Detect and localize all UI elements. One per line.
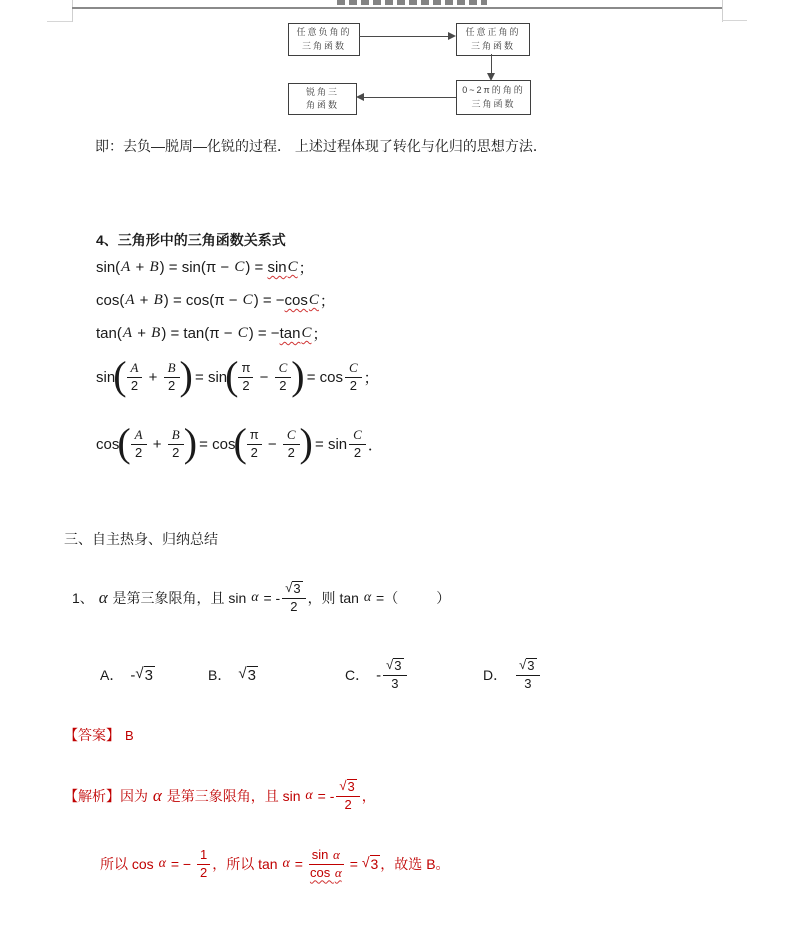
flow-arrow-line-down xyxy=(491,54,492,75)
header-divider-rule xyxy=(72,7,722,9)
flow-box-text: 锐角三 xyxy=(305,86,339,97)
identity-sin: sin( A + B ) = sin(π − C ) = sin C ； xyxy=(96,259,314,277)
section3-title: 三、自主热身、归纳总结 xyxy=(64,531,218,547)
choice-a-value: - √ 3 xyxy=(130,664,153,684)
flow-box-acute-angle xyxy=(288,83,357,115)
clipped-header-text xyxy=(337,0,487,5)
half-angle-identity-sin: sin ( $\frac{A}{2}$ + $\frac{B}{2}$ ) = sin ( $\frac{\pi}{2}$ − $\frac{C}{2}$ ) = cos $\frac{C}{2}$ ； xyxy=(96,353,379,398)
analysis-line-2: 所以 cos α = − $\frac{1}{2}$ ，所以 tan α = sin α cos α = √ 3 ，故选 B。 xyxy=(100,846,450,880)
answer-value: B xyxy=(125,727,134,743)
flow-box-any-positive-angle xyxy=(456,23,530,56)
choice-a-label: A． xyxy=(100,667,124,683)
question1-stem: 1、 α 是第三象限角，且 sin α = - √ 3 2 ，则 tan α =（ ） xyxy=(72,580,451,614)
section4-title: 4、三角形中的三角函数关系式 xyxy=(96,232,286,248)
choice-a xyxy=(100,650,155,700)
flow-box-0-2pi-angle xyxy=(456,80,531,115)
identity-cos: cos( A + B ) = cos(π − C ) = − cos C ； xyxy=(96,292,335,310)
flow-box-any-negative-angle xyxy=(288,23,360,56)
arrow-left-icon xyxy=(356,93,364,101)
conversion-note: 即：去负—脱周—化锐的过程． 上述过程体现了转化与化归的思想方法． xyxy=(95,138,547,154)
answer-label: 【答案】 xyxy=(64,727,120,743)
flow-box-text: 角函数 xyxy=(305,100,339,110)
arrow-right-icon xyxy=(448,32,456,40)
choice-c-value: - √ 3 3 xyxy=(376,658,408,692)
margin-crop-mark-left xyxy=(47,21,72,22)
choice-b-label: B． xyxy=(208,667,232,683)
answer-line xyxy=(64,725,134,745)
choice-d xyxy=(483,650,542,700)
half-angle-identity-cos: cos ( $\frac{A}{2}$ + $\frac{B}{2}$ ) = cos ( $\frac{\pi}{2}$ − $\frac{C}{2}$ ) = sin $\frac{C}{2}$ ． xyxy=(96,420,383,465)
flow-box-text: 三角函数 xyxy=(471,98,516,109)
identity-tan: tan( A + B ) = tan(π − C ) = − tan C ； xyxy=(96,325,328,343)
margin-line-left xyxy=(72,0,73,22)
choice-b xyxy=(208,650,258,700)
flow-arrow-line-right xyxy=(359,36,449,37)
analysis-line-1: 【解析】因为 α 是第三象限角，且 sin α = - √ 3 2 ， xyxy=(64,778,376,812)
flow-box-text: 三角函数 xyxy=(470,40,515,51)
flow-box-text: 任意负角的 xyxy=(296,27,352,37)
choice-c-label: C． xyxy=(345,667,370,683)
margin-crop-mark-right xyxy=(722,20,747,21)
flow-box-text: 三角函数 xyxy=(301,40,346,51)
arrow-down-icon xyxy=(487,73,495,81)
choice-d-value: √ 3 3 xyxy=(514,658,541,692)
choice-c xyxy=(345,650,409,700)
flow-box-text: 0~2π的角的 xyxy=(462,85,525,95)
margin-line-right xyxy=(722,0,723,22)
flow-box-text: 任意正角的 xyxy=(465,27,521,37)
choice-d-label: D． xyxy=(483,667,508,683)
flow-arrow-line-left xyxy=(364,97,456,98)
choice-b-value: √ 3 xyxy=(238,664,256,684)
